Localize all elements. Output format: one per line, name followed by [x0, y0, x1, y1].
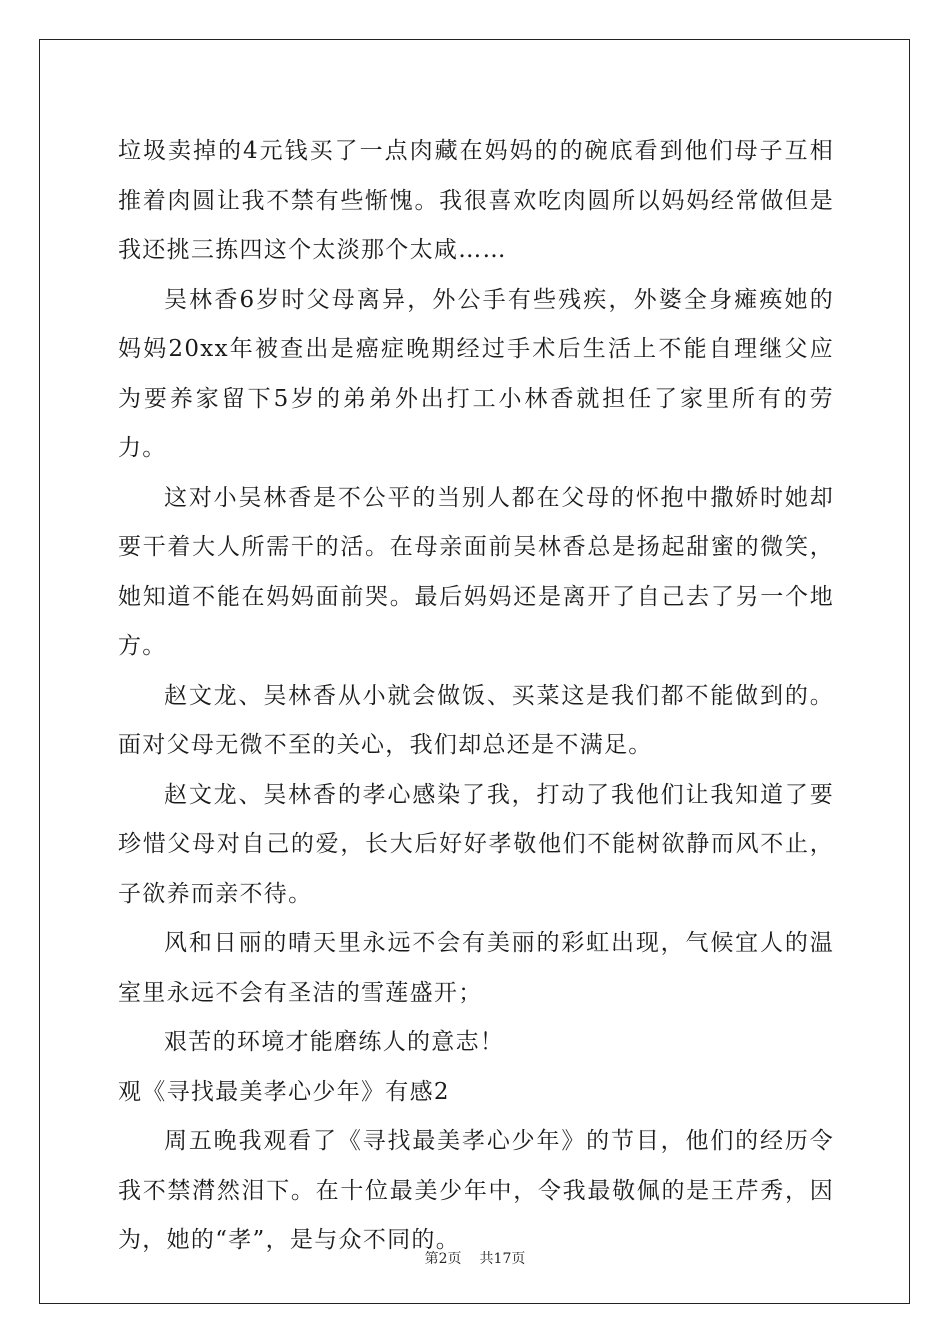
paragraph-6: 风和日丽的晴天里永远不会有美丽的彩虹出现，气候宜人的温室里永远不会有圣洁的雪莲盛开； [118, 930, 834, 1006]
paragraph-8: 周五晚我观看了《寻找最美孝心少年》的节目，他们的经历令我不禁潸然泪下。在十位最美少年中，令我最敬佩的是王芹秀，因为，她的“孝”，是与众不同的。 [118, 1128, 834, 1253]
document-body [118, 127, 834, 1266]
paragraph-7: 艰苦的环境才能磨练人的意志！ [164, 1029, 505, 1055]
section-heading: 观《寻找最美孝心少年》有感2 [118, 1078, 450, 1105]
paragraph-5: 赵文龙、吴林香的孝心感染了我，打动了我他们让我知道了要珍惜父母对自己的爱，长大后好好孝敬他们不能树欲静而风不止，子欲养而亲不待。 [118, 781, 834, 907]
paragraph-3: 这对小吴林香是不公平的当别人都在父母的怀抱中撒娇时她却要干着大人所需干的活。在母亲面前吴林香总是扬起甜蜜的微笑，她知道不能在妈妈面前哭。最后妈妈还是离开了自己去了另一个地方。 [118, 484, 834, 659]
page-number: 第2页 [424, 1251, 462, 1267]
page-total: 共17页 [479, 1251, 526, 1267]
page-footer [0, 1248, 950, 1268]
paragraph-4: 赵文龙、吴林香从小就会做饭、买菜这是我们都不能做到的。面对父母无微不至的关心，我们却总还是不满足。 [118, 682, 834, 758]
paragraph-1: 垃圾卖掉的4元钱买了一点肉藏在妈妈的的碗底看到他们母子互相推着肉圆让我不禁有些惭愧。我很喜欢吃肉圆所以妈妈经常做但是我还挑三拣四这个太淡那个太咸…… [118, 138, 834, 263]
paragraph-2: 吴林香6岁时父母离异，外公手有些残疾，外婆全身瘫痪她的妈妈20xx年被查出是癌症晚期经过手术后生活上不能自理继父应为要养家留下5岁的弟弟外出打工小林香就担任了家里所有的劳力。 [118, 286, 834, 461]
